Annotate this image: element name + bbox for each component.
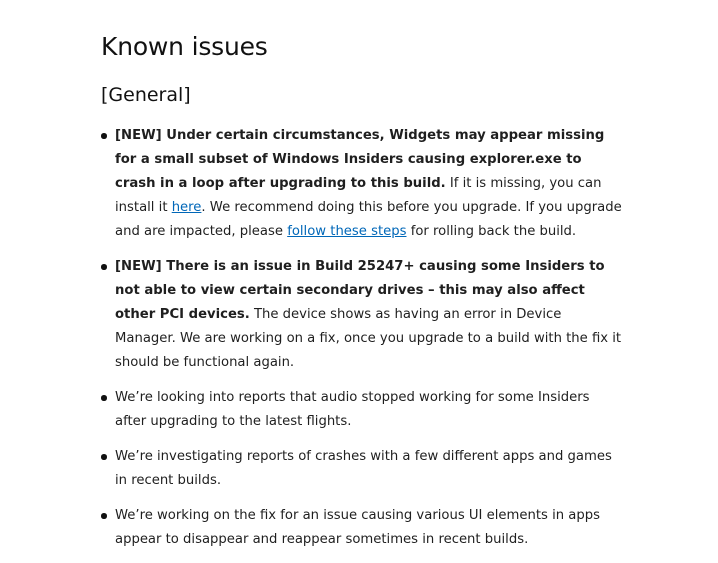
list-item (115, 504, 623, 552)
issues-list (115, 124, 623, 563)
issue-bold-text: [NEW] There is an issue in Build 25247+ causing some Insiders to not able to view certain secondary drives – this may also affect other PCI devices. (115, 259, 605, 322)
section-heading-general: [General] (101, 84, 191, 106)
page-title: Known issues (101, 32, 268, 61)
issue-text: We’re working on the fix for an issue causing various UI elements in apps appear to disappear and reappear sometimes in recent builds. (115, 508, 600, 547)
issue-text: for rolling back the build. (406, 224, 577, 239)
rollback-steps-link[interactable]: follow these steps (287, 224, 407, 239)
list-item (115, 255, 623, 375)
issue-text: We’re investigating reports of crashes with a few different apps and games in recent builds. (115, 449, 612, 488)
list-item (115, 124, 623, 244)
issue-text: The device shows as having an error in Device Manager. We are working on a fix, once you upgrade to a build with the fix it should be functional again. (115, 307, 622, 370)
list-item (115, 386, 623, 434)
install-widgets-link[interactable]: here (171, 200, 202, 215)
list-item (115, 445, 623, 493)
issue-text: We’re looking into reports that audio stopped working for some Insiders after upgrading to the latest flights. (115, 390, 590, 429)
issue-text: If it is missing, you can install it (115, 176, 602, 215)
issue-bold-text: [NEW] Under certain circumstances, Widgets may appear missing for a small subset of Windows Insiders causing explorer.exe to crash in a loop after upgrading to this build. (115, 128, 605, 191)
issue-text: . We recommend doing this before you upgrade. If you upgrade and are impacted, please (115, 200, 622, 239)
